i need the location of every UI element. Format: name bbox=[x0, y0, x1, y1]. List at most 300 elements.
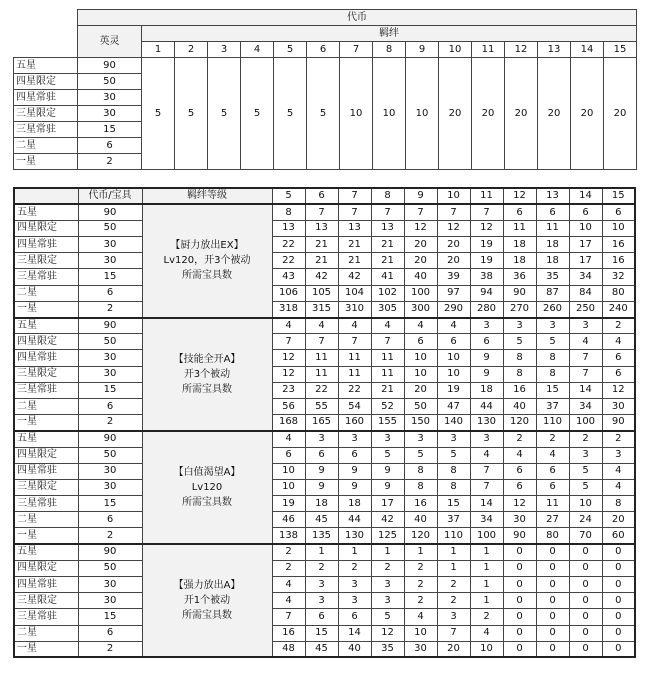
np-count: 0 bbox=[536, 544, 569, 560]
token-value: 90 bbox=[78, 544, 142, 560]
np-count: 2 bbox=[404, 560, 437, 576]
np-count: 0 bbox=[602, 560, 635, 576]
np-count: 0 bbox=[536, 641, 569, 657]
skill-description-line: 【厨力放出EX】 bbox=[170, 240, 244, 252]
bond-cost: 5 bbox=[175, 58, 208, 170]
np-count: 9 bbox=[470, 350, 503, 366]
np-count: 3 bbox=[602, 447, 635, 463]
np-count: 120 bbox=[503, 415, 536, 431]
np-count: 34 bbox=[470, 512, 503, 528]
table-row bbox=[14, 447, 635, 463]
np-count: 30 bbox=[602, 398, 635, 414]
np-count: 250 bbox=[569, 301, 602, 317]
table-row bbox=[14, 398, 635, 414]
np-count: 0 bbox=[569, 544, 602, 560]
np-count: 54 bbox=[338, 398, 371, 414]
np-count: 17 bbox=[371, 496, 404, 512]
np-count: 11 bbox=[305, 350, 338, 366]
skill-description bbox=[142, 318, 272, 431]
np-count: 290 bbox=[437, 301, 470, 317]
bond-cost-table bbox=[13, 9, 637, 170]
skill-description-line: 所需宝具数 bbox=[182, 610, 232, 622]
np-count: 0 bbox=[602, 593, 635, 609]
np-count: 7 bbox=[305, 204, 338, 220]
np-count: 19 bbox=[470, 237, 503, 253]
np-count: 3 bbox=[338, 577, 371, 593]
np-count: 21 bbox=[338, 237, 371, 253]
bond-level: 10 bbox=[437, 188, 470, 204]
np-count: 12 bbox=[272, 366, 305, 382]
np-count: 3 bbox=[503, 318, 536, 334]
skill-description-line: 【技能全开A】 bbox=[173, 353, 241, 365]
token-value: 30 bbox=[78, 237, 142, 253]
np-count: 3 bbox=[470, 318, 503, 334]
np-count: 21 bbox=[338, 253, 371, 269]
np-count: 105 bbox=[305, 285, 338, 301]
table-row bbox=[14, 269, 635, 285]
np-count: 7 bbox=[470, 204, 503, 220]
bond-cost: 5 bbox=[208, 58, 241, 170]
token-value: 2 bbox=[78, 154, 142, 170]
np-count: 35 bbox=[371, 641, 404, 657]
np-count: 7 bbox=[404, 204, 437, 220]
bond-cost: 5 bbox=[274, 58, 307, 170]
np-count: 10 bbox=[404, 625, 437, 641]
np-count: 305 bbox=[371, 301, 404, 317]
np-count: 7 bbox=[470, 463, 503, 479]
rarity-label: 二星 bbox=[14, 138, 78, 154]
bond-cost: 20 bbox=[538, 58, 571, 170]
bond-level: 12 bbox=[505, 42, 538, 58]
np-count: 6 bbox=[503, 204, 536, 220]
np-count: 13 bbox=[272, 220, 305, 236]
np-count: 17 bbox=[569, 237, 602, 253]
np-count: 270 bbox=[503, 301, 536, 317]
np-count: 0 bbox=[536, 625, 569, 641]
table-row bbox=[14, 204, 635, 220]
rarity-label: 四星常驻 bbox=[14, 463, 78, 479]
np-count: 32 bbox=[602, 269, 635, 285]
np-count: 106 bbox=[272, 285, 305, 301]
bond-level: 2 bbox=[175, 42, 208, 58]
rarity-label: 三星常驻 bbox=[14, 496, 78, 512]
token-value: 50 bbox=[78, 560, 142, 576]
token-value: 90 bbox=[78, 318, 142, 334]
np-count: 3 bbox=[569, 447, 602, 463]
np-count: 15 bbox=[437, 496, 470, 512]
table-row bbox=[14, 366, 635, 382]
np-count: 8 bbox=[437, 463, 470, 479]
rarity-label: 一星 bbox=[14, 641, 78, 657]
np-count: 42 bbox=[338, 269, 371, 285]
np-count: 52 bbox=[371, 398, 404, 414]
np-count: 9 bbox=[338, 463, 371, 479]
np-count: 21 bbox=[371, 253, 404, 269]
np-count: 165 bbox=[305, 415, 338, 431]
np-count: 6 bbox=[569, 204, 602, 220]
rarity-label: 三星常驻 bbox=[14, 122, 78, 138]
token-value: 2 bbox=[78, 528, 142, 544]
np-count: 4 bbox=[404, 318, 437, 334]
table-row bbox=[14, 544, 635, 560]
np-count: 18 bbox=[536, 237, 569, 253]
np-count: 13 bbox=[338, 220, 371, 236]
np-count: 84 bbox=[569, 285, 602, 301]
rarity-label: 四星限定 bbox=[14, 220, 78, 236]
np-count: 0 bbox=[503, 544, 536, 560]
np-count: 4 bbox=[602, 463, 635, 479]
np-count: 2 bbox=[404, 577, 437, 593]
bond-level: 9 bbox=[406, 42, 439, 58]
np-count: 1 bbox=[338, 544, 371, 560]
np-count: 12 bbox=[272, 350, 305, 366]
np-count: 41 bbox=[371, 269, 404, 285]
token-value: 90 bbox=[78, 58, 142, 74]
np-count: 10 bbox=[272, 463, 305, 479]
np-count: 300 bbox=[404, 301, 437, 317]
np-count: 6 bbox=[338, 447, 371, 463]
np-count: 6 bbox=[602, 204, 635, 220]
np-count: 37 bbox=[536, 398, 569, 414]
np-count: 0 bbox=[569, 609, 602, 625]
currency-np-header: 代币/宝具 bbox=[78, 188, 142, 204]
table-row bbox=[14, 431, 635, 447]
np-count: 240 bbox=[602, 301, 635, 317]
np-count: 2 bbox=[536, 431, 569, 447]
np-count: 6 bbox=[470, 334, 503, 350]
np-count: 21 bbox=[371, 237, 404, 253]
np-count: 3 bbox=[437, 431, 470, 447]
np-count: 18 bbox=[338, 496, 371, 512]
np-count: 4 bbox=[338, 318, 371, 334]
np-count: 4 bbox=[602, 334, 635, 350]
rarity-label: 三星限定 bbox=[14, 593, 78, 609]
np-count: 7 bbox=[371, 204, 404, 220]
np-count: 18 bbox=[503, 253, 536, 269]
bond-level: 13 bbox=[538, 42, 571, 58]
np-count: 35 bbox=[536, 269, 569, 285]
np-count: 2 bbox=[437, 577, 470, 593]
np-count: 40 bbox=[503, 398, 536, 414]
np-count: 15 bbox=[536, 382, 569, 398]
rarity-label: 三星限定 bbox=[14, 366, 78, 382]
np-count: 14 bbox=[338, 625, 371, 641]
table-header-row bbox=[14, 188, 635, 204]
bond-level: 14 bbox=[571, 42, 604, 58]
rarity-label: 四星限定 bbox=[14, 334, 78, 350]
token-value: 6 bbox=[78, 512, 142, 528]
bond-level: 1 bbox=[142, 42, 175, 58]
np-count: 4 bbox=[602, 479, 635, 495]
np-count: 20 bbox=[602, 512, 635, 528]
np-count: 4 bbox=[272, 593, 305, 609]
np-count: 0 bbox=[503, 593, 536, 609]
bond-level: 9 bbox=[404, 188, 437, 204]
skill-description-line: 所需宝具数 bbox=[182, 496, 232, 508]
token-value: 6 bbox=[78, 285, 142, 301]
np-count: 7 bbox=[437, 204, 470, 220]
np-count: 6 bbox=[536, 479, 569, 495]
np-count: 16 bbox=[602, 253, 635, 269]
np-count: 7 bbox=[305, 334, 338, 350]
np-count: 14 bbox=[569, 382, 602, 398]
np-count: 20 bbox=[404, 237, 437, 253]
np-count: 6 bbox=[305, 447, 338, 463]
bond-cost: 5 bbox=[307, 58, 340, 170]
token-value: 50 bbox=[78, 220, 142, 236]
np-count: 22 bbox=[272, 237, 305, 253]
rarity-label: 四星常驻 bbox=[14, 350, 78, 366]
np-count: 3 bbox=[536, 318, 569, 334]
np-count: 0 bbox=[503, 577, 536, 593]
bond-level: 3 bbox=[208, 42, 241, 58]
np-count: 4 bbox=[305, 318, 338, 334]
np-count: 4 bbox=[272, 431, 305, 447]
token-value: 30 bbox=[78, 106, 142, 122]
rarity-label: 五星 bbox=[14, 431, 78, 447]
np-count: 18 bbox=[536, 253, 569, 269]
np-count: 44 bbox=[338, 512, 371, 528]
np-count: 9 bbox=[371, 463, 404, 479]
token-value: 30 bbox=[78, 253, 142, 269]
np-count: 318 bbox=[272, 301, 305, 317]
np-count: 2 bbox=[470, 609, 503, 625]
rarity-label: 一星 bbox=[14, 301, 78, 317]
np-count: 46 bbox=[272, 512, 305, 528]
np-count: 2 bbox=[503, 431, 536, 447]
np-count: 20 bbox=[437, 237, 470, 253]
bond-cost: 5 bbox=[142, 58, 175, 170]
np-count: 6 bbox=[536, 204, 569, 220]
np-count: 3 bbox=[305, 593, 338, 609]
rarity-label: 三星常驻 bbox=[14, 382, 78, 398]
np-count: 22 bbox=[272, 253, 305, 269]
token-value: 90 bbox=[78, 431, 142, 447]
bond-cost: 20 bbox=[604, 58, 637, 170]
np-count: 40 bbox=[404, 512, 437, 528]
np-count: 39 bbox=[437, 269, 470, 285]
np-count: 6 bbox=[338, 609, 371, 625]
np-count: 5 bbox=[437, 447, 470, 463]
np-count: 87 bbox=[536, 285, 569, 301]
np-count: 19 bbox=[272, 496, 305, 512]
np-count: 8 bbox=[536, 366, 569, 382]
skill-description-line: 开1个被动 bbox=[183, 595, 231, 607]
np-count: 24 bbox=[569, 512, 602, 528]
np-count: 6 bbox=[404, 334, 437, 350]
bond-level: 8 bbox=[371, 188, 404, 204]
np-count: 0 bbox=[536, 609, 569, 625]
token-value: 50 bbox=[78, 447, 142, 463]
table-row bbox=[14, 350, 635, 366]
np-count: 9 bbox=[338, 479, 371, 495]
np-count: 155 bbox=[371, 415, 404, 431]
np-count: 7 bbox=[470, 479, 503, 495]
np-count: 18 bbox=[470, 382, 503, 398]
np-count: 42 bbox=[305, 269, 338, 285]
bond-cost: 10 bbox=[340, 58, 373, 170]
skill-description-line: 所需宝具数 bbox=[182, 383, 232, 395]
table-row bbox=[14, 609, 635, 625]
np-count: 3 bbox=[371, 593, 404, 609]
np-count: 3 bbox=[404, 431, 437, 447]
np-count: 4 bbox=[404, 609, 437, 625]
np-count: 97 bbox=[437, 285, 470, 301]
np-count: 2 bbox=[602, 318, 635, 334]
np-count: 2 bbox=[569, 431, 602, 447]
bond-level: 14 bbox=[569, 188, 602, 204]
rarity-label: 一星 bbox=[14, 154, 78, 170]
np-count: 8 bbox=[404, 463, 437, 479]
np-count: 6 bbox=[503, 463, 536, 479]
np-count: 11 bbox=[371, 366, 404, 382]
table-row bbox=[14, 625, 635, 641]
np-count: 21 bbox=[305, 253, 338, 269]
token-value: 15 bbox=[78, 609, 142, 625]
skill-description-line: Lv120，开3个被动 bbox=[163, 255, 251, 267]
np-count: 21 bbox=[371, 382, 404, 398]
np-count: 140 bbox=[437, 415, 470, 431]
bond-cost: 20 bbox=[439, 58, 472, 170]
np-count: 9 bbox=[371, 479, 404, 495]
skill-description bbox=[142, 544, 272, 657]
np-count: 3 bbox=[305, 431, 338, 447]
table-row bbox=[14, 528, 635, 544]
np-count: 18 bbox=[305, 496, 338, 512]
bond-level: 8 bbox=[373, 42, 406, 58]
np-count: 0 bbox=[503, 609, 536, 625]
np-count: 10 bbox=[470, 641, 503, 657]
skill-description-line: Lv120 bbox=[191, 481, 223, 493]
np-count: 16 bbox=[404, 496, 437, 512]
np-count: 138 bbox=[272, 528, 305, 544]
table-row bbox=[14, 479, 635, 495]
token-value: 6 bbox=[78, 138, 142, 154]
rarity-label: 二星 bbox=[14, 512, 78, 528]
np-count: 20 bbox=[437, 253, 470, 269]
np-count: 2 bbox=[305, 560, 338, 576]
np-count: 43 bbox=[272, 269, 305, 285]
np-count: 37 bbox=[437, 512, 470, 528]
table-row bbox=[14, 58, 637, 74]
np-count: 56 bbox=[272, 398, 305, 414]
np-count: 100 bbox=[404, 285, 437, 301]
token-value: 6 bbox=[78, 625, 142, 641]
np-count: 3 bbox=[470, 431, 503, 447]
np-count: 50 bbox=[404, 398, 437, 414]
rarity-label: 二星 bbox=[14, 398, 78, 414]
bond-level: 11 bbox=[472, 42, 505, 58]
bond-level: 4 bbox=[241, 42, 274, 58]
np-count: 14 bbox=[470, 496, 503, 512]
table-header-row bbox=[14, 10, 637, 26]
token-value: 30 bbox=[78, 479, 142, 495]
np-count: 7 bbox=[437, 625, 470, 641]
np-count: 11 bbox=[338, 366, 371, 382]
np-count: 70 bbox=[569, 528, 602, 544]
np-count: 5 bbox=[569, 463, 602, 479]
np-count: 8 bbox=[536, 350, 569, 366]
np-count: 0 bbox=[536, 577, 569, 593]
bond-level: 15 bbox=[604, 42, 637, 58]
np-count: 3 bbox=[371, 577, 404, 593]
np-count: 36 bbox=[503, 269, 536, 285]
np-count: 4 bbox=[272, 577, 305, 593]
np-count: 1 bbox=[470, 593, 503, 609]
np-count: 7 bbox=[569, 366, 602, 382]
np-count: 0 bbox=[602, 641, 635, 657]
np-count: 0 bbox=[602, 609, 635, 625]
token-value: 15 bbox=[78, 269, 142, 285]
np-count: 0 bbox=[536, 593, 569, 609]
skill-description-line: 【白值渴望A】 bbox=[173, 466, 241, 478]
np-count: 34 bbox=[569, 398, 602, 414]
np-count: 47 bbox=[437, 398, 470, 414]
np-count: 280 bbox=[470, 301, 503, 317]
np-count: 0 bbox=[569, 577, 602, 593]
np-count: 6 bbox=[437, 334, 470, 350]
np-count: 2 bbox=[404, 593, 437, 609]
np-count: 10 bbox=[602, 220, 635, 236]
np-count: 12 bbox=[470, 220, 503, 236]
token-value: 2 bbox=[78, 415, 142, 431]
np-count: 10 bbox=[437, 350, 470, 366]
bond-cost: 20 bbox=[571, 58, 604, 170]
np-count: 7 bbox=[338, 204, 371, 220]
np-count: 0 bbox=[602, 577, 635, 593]
table-header-row bbox=[14, 26, 637, 42]
np-count: 15 bbox=[305, 625, 338, 641]
skill-description-line: 开3个被动 bbox=[183, 368, 231, 380]
skill-description bbox=[142, 204, 272, 317]
np-count: 22 bbox=[338, 382, 371, 398]
np-count: 6 bbox=[602, 366, 635, 382]
bond-cost: 10 bbox=[373, 58, 406, 170]
np-count: 104 bbox=[338, 285, 371, 301]
token-value: 50 bbox=[78, 334, 142, 350]
table-row bbox=[14, 285, 635, 301]
bond-level: 7 bbox=[340, 42, 373, 58]
table-row bbox=[14, 253, 635, 269]
np-count: 0 bbox=[602, 625, 635, 641]
np-count: 19 bbox=[437, 382, 470, 398]
np-count: 7 bbox=[272, 609, 305, 625]
np-requirement-table bbox=[13, 187, 636, 658]
currency-header: 代币 bbox=[78, 10, 637, 26]
bond-grade-header: 羁绊等级 bbox=[142, 188, 272, 204]
np-count: 10 bbox=[404, 366, 437, 382]
np-count: 4 bbox=[503, 447, 536, 463]
token-value: 15 bbox=[78, 122, 142, 138]
np-count: 38 bbox=[470, 269, 503, 285]
np-count: 1 bbox=[470, 560, 503, 576]
rarity-label: 三星常驻 bbox=[14, 609, 78, 625]
table-row bbox=[14, 301, 635, 317]
np-count: 23 bbox=[272, 382, 305, 398]
skill-description bbox=[142, 431, 272, 544]
np-count: 1 bbox=[437, 544, 470, 560]
np-count: 135 bbox=[305, 528, 338, 544]
np-count: 260 bbox=[536, 301, 569, 317]
np-count: 11 bbox=[371, 350, 404, 366]
np-count: 1 bbox=[437, 560, 470, 576]
table-row bbox=[14, 496, 635, 512]
rarity-label: 四星常驻 bbox=[14, 237, 78, 253]
np-count: 3 bbox=[338, 593, 371, 609]
np-count: 168 bbox=[272, 415, 305, 431]
blank-corner bbox=[14, 188, 78, 204]
np-count: 40 bbox=[404, 269, 437, 285]
